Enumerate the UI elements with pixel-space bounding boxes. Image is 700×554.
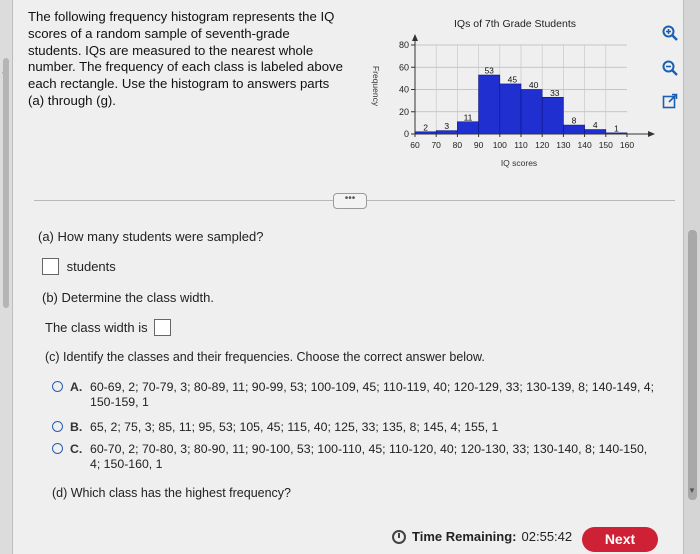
x-tick-label: 80 xyxy=(452,140,463,150)
x-tick-label: 100 xyxy=(492,140,507,150)
x-tick-label: 160 xyxy=(619,140,635,150)
x-axis-label: IQ scores xyxy=(500,158,538,168)
option-b-text-line1: 65, 2; 75, 3; 85, 11; 95, 53; 105, 45; 115, 40; 125, 33; 135, 8; 145, 4; 155, 1 xyxy=(90,420,499,434)
left-scrollbar-thumb[interactable] xyxy=(3,58,9,308)
question-d-label: (d) Which class has the highest frequency? xyxy=(52,486,292,500)
y-tick-label: 40 xyxy=(398,84,409,95)
scroll-down-arrow[interactable]: ▼ xyxy=(688,486,696,495)
clock-icon xyxy=(392,530,406,544)
time-remaining xyxy=(392,529,572,544)
students-unit-label: students xyxy=(66,259,116,275)
bar-value-label: 11 xyxy=(463,112,473,123)
bar-value-label: 33 xyxy=(550,87,560,98)
timer-label: Time Remaining: xyxy=(412,529,517,544)
expand-dots-button[interactable]: ••• xyxy=(333,193,367,209)
y-tick-label: 60 xyxy=(398,62,409,73)
question-a-label: (a) How many students were sampled? xyxy=(38,229,264,244)
bar-80-90 xyxy=(457,122,478,134)
x-tick-label: 140 xyxy=(577,140,592,150)
option-b-letter: B. xyxy=(70,420,83,434)
bar-140-150 xyxy=(585,130,606,134)
option-b-radio[interactable] xyxy=(52,421,63,432)
option-c[interactable] xyxy=(52,442,652,472)
students-answer-input[interactable] xyxy=(42,258,59,275)
next-button[interactable]: Next xyxy=(582,527,658,552)
option-c-letter: C. xyxy=(70,442,83,456)
bar-value-label: 45 xyxy=(507,74,518,85)
x-tick-label: 110 xyxy=(514,140,528,150)
y-axis-label: Frequency xyxy=(371,65,381,107)
bar-110-120 xyxy=(521,90,542,135)
class-width-prompt: The class width is xyxy=(45,320,148,336)
x-tick-label: 130 xyxy=(556,140,571,150)
option-a-radio[interactable] xyxy=(52,381,63,392)
bar-120-130 xyxy=(542,97,563,134)
question-b-answer-row xyxy=(45,319,171,336)
right-scrollbar-thumb[interactable] xyxy=(688,230,697,500)
y-tick-label: 80 xyxy=(398,40,409,50)
x-tick-label: 70 xyxy=(431,140,441,150)
bar-value-label: 8 xyxy=(571,115,577,126)
option-a[interactable] xyxy=(52,380,655,410)
y-axis-arrow xyxy=(412,34,418,41)
right-scrollbar[interactable] xyxy=(683,0,700,554)
question-intro: The following frequency histogram represents the IQ scores of a random sample of seventh-grade students. IQs are measured to the nearest whole number. The frequency of each class is labeled above each rectangle. Use the histogram to answers parts (a) through (g). xyxy=(28,9,343,108)
option-a-text-line1: 60-69, 2; 70-79, 3; 80-89, 11; 90-99, 53; 100-109, 45; 110-119, 40; 120-129, 33; 130-139, 8; 140-149, 4; xyxy=(90,380,655,394)
bar-value-label: 2 xyxy=(423,122,428,133)
y-tick-label: 20 xyxy=(398,106,409,117)
zoom-out-icon[interactable] xyxy=(657,57,683,79)
option-c-radio[interactable] xyxy=(52,443,63,454)
bar-value-label: 3 xyxy=(444,121,450,132)
option-a-text-line2: 150-159, 1 xyxy=(90,395,149,409)
option-c-text-line2: 4; 150-160, 1 xyxy=(90,457,163,471)
option-b[interactable] xyxy=(52,420,652,436)
zoom-in-icon[interactable] xyxy=(657,22,683,44)
y-tick-label: 0 xyxy=(403,129,409,139)
histogram-chart xyxy=(360,8,660,178)
question-b-label: (b) Determine the class width. xyxy=(42,290,214,305)
popout-icon[interactable] xyxy=(657,90,683,112)
bar-value-label: 1 xyxy=(614,123,619,134)
bar-100-110 xyxy=(500,84,521,134)
bar-value-label: 4 xyxy=(592,120,598,131)
question-c-label: (c) Identify the classes and their frequencies. Choose the correct answer below. xyxy=(45,350,485,364)
left-scrollbar[interactable] xyxy=(0,0,13,554)
bar-value-label: 53 xyxy=(484,65,494,76)
option-c-text-line1: 60-70, 2; 70-80, 3; 80-90, 11; 90-100, 53; 100-110, 45; 110-120, 40; 120-130, 33; 130-140, 8; 140-150, xyxy=(90,442,648,456)
x-tick-label: 120 xyxy=(535,140,550,150)
bar-90-100 xyxy=(479,75,500,134)
class-width-answer-input[interactable] xyxy=(154,319,171,336)
x-tick-label: 60 xyxy=(410,140,420,150)
x-tick-label: 90 xyxy=(473,140,484,150)
option-a-letter: A. xyxy=(70,380,83,394)
bar-130-140 xyxy=(563,125,584,134)
x-tick-label: 150 xyxy=(598,140,613,150)
x-axis-arrow xyxy=(648,131,655,137)
timer-value: 02:55:42 xyxy=(521,529,573,544)
question-a-answer-row xyxy=(42,258,116,275)
chart-title: IQs of 7th Grade Students xyxy=(454,18,576,30)
bar-value-label: 40 xyxy=(528,80,539,90)
